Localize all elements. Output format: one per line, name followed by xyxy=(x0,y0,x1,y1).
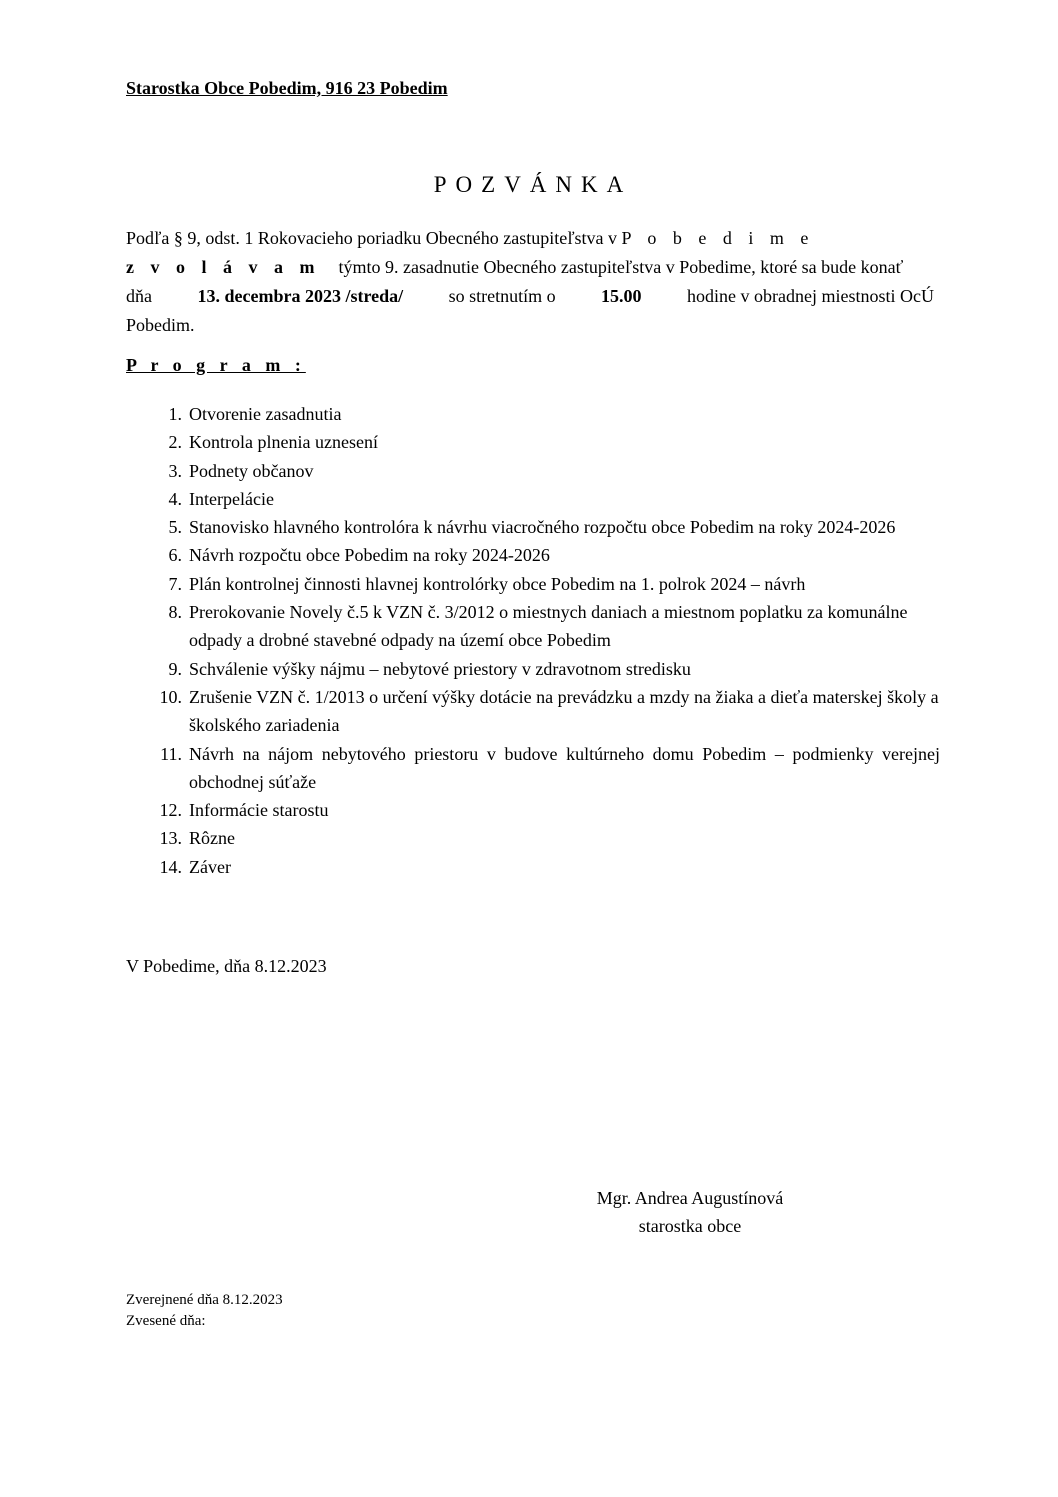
agenda-item-text: Interpelácie xyxy=(189,488,274,509)
agenda-item-number: 10. xyxy=(159,686,182,707)
signatory-role: starostka obce xyxy=(638,1216,742,1236)
agenda-item xyxy=(145,824,940,852)
document-title: POZVÁNKA xyxy=(433,172,633,197)
intro-line-2 xyxy=(126,253,934,282)
program-heading: P r o g r a m : xyxy=(126,355,306,375)
agenda-item-text: Otvorenie zasadnutia xyxy=(189,404,342,424)
agenda-item-number: 8. xyxy=(168,602,182,623)
agenda-item-number: 11. xyxy=(160,743,182,764)
agenda-list xyxy=(145,400,940,881)
intro-place-spaced: P o b e d i m e xyxy=(621,228,815,248)
agenda-item-number: 5. xyxy=(168,517,182,538)
agenda-item-number: 13. xyxy=(159,828,182,849)
agenda-item-text: Záver xyxy=(189,856,231,877)
published-date: Zverejnené dňa 8.12.2023 xyxy=(126,1292,283,1308)
intro-meeting-text: so stretnutím o xyxy=(448,286,556,306)
agenda-item-text: Kontrola plnenia uznesení xyxy=(189,432,378,453)
intro-line-3 xyxy=(126,282,934,311)
agenda-item-text: Podnety občanov xyxy=(189,460,314,481)
agenda-item-number: 14. xyxy=(159,856,182,877)
intro-paragraph xyxy=(126,224,934,340)
agenda-item xyxy=(145,853,940,881)
agenda-item-number: 9. xyxy=(168,658,182,679)
intro-convene-word: z v o l á v a m xyxy=(126,257,321,277)
intro-line-2-text: týmto 9. zasadnutie Obecného zastupiteľstva v Pobedime, ktoré sa bude konať xyxy=(338,257,904,277)
signature-block xyxy=(560,1184,820,1240)
place-date-line: V Pobedime, dňa 8.12.2023 xyxy=(126,956,327,976)
agenda-item-text: Zrušenie VZN č. 1/2013 o určení výšky dotácie na prevádzku a mzdy na žiaka a dieťa materskej školy a školského zariadenia xyxy=(189,686,939,736)
intro-location-text: hodine v obradnej miestnosti OcÚ xyxy=(687,286,934,306)
issuer-header: Starostka Obce Pobedim, 916 23 Pobedim xyxy=(126,78,448,98)
agenda-item xyxy=(145,400,940,428)
agenda-item-text: Prerokovanie Novely č.5 k VZN č. 3/2012 o miestnych daniach a miestnom poplatku za komunálne odpady a drobné stavebné odpady na území obce Pobedim xyxy=(189,602,908,651)
agenda-item xyxy=(145,457,940,485)
agenda-item-text: Rôzne xyxy=(189,828,235,849)
agenda-item-number: 7. xyxy=(168,573,182,594)
agenda-item-text: Návrh na nájom nebytového priestoru v budove kultúrneho domu Pobedim – podmienky verejnej obchodnej súťaže xyxy=(189,743,940,792)
intro-line-1-text: Podľa § 9, odst. 1 Rokovacieho poriadku Obecného zastupiteľstva v xyxy=(126,228,618,248)
agenda-item-text: Návrh rozpočtu obce Pobedim na roky 2024-2026 xyxy=(189,545,550,566)
agenda-item-text: Plán kontrolnej činnosti hlavnej kontrolórky obce Pobedim na 1. polrok 2024 – návrh xyxy=(189,573,806,594)
signatory-name: Mgr. Andrea Augustínová xyxy=(596,1188,784,1208)
agenda-item xyxy=(145,570,940,598)
agenda-item xyxy=(145,655,940,683)
agenda-item-text: Schválenie výšky nájmu – nebytové priestory v zdravotnom stredisku xyxy=(189,658,691,679)
agenda-item xyxy=(145,598,940,655)
intro-line-1 xyxy=(126,224,934,253)
removed-date: Zvesené dňa: xyxy=(126,1313,206,1329)
intro-day-label: dňa xyxy=(126,286,152,306)
agenda-item-number: 3. xyxy=(168,460,182,481)
agenda-item xyxy=(145,485,940,513)
agenda-item xyxy=(145,683,940,740)
agenda-item-number: 4. xyxy=(168,488,182,509)
posting-footer xyxy=(126,1290,283,1332)
agenda-item xyxy=(145,796,940,824)
agenda-item-number: 6. xyxy=(168,545,182,566)
agenda-item-number: 1. xyxy=(168,404,182,424)
agenda-item-number: 12. xyxy=(159,800,182,821)
meeting-time: 15.00 xyxy=(601,286,642,306)
agenda-item xyxy=(145,740,940,797)
agenda-item xyxy=(145,428,940,456)
intro-line-4: Pobedim. xyxy=(126,315,195,335)
agenda-item-text: Stanovisko hlavného kontrolóra k návrhu viacročného rozpočtu obce Pobedim na roky 2024-2026 xyxy=(189,517,896,538)
agenda-item-text: Informácie starostu xyxy=(189,800,329,821)
agenda-item xyxy=(145,541,940,569)
agenda-item xyxy=(145,513,940,541)
meeting-date: 13. decembra 2023 /streda/ xyxy=(197,286,404,306)
agenda-item-number: 2. xyxy=(168,432,182,453)
